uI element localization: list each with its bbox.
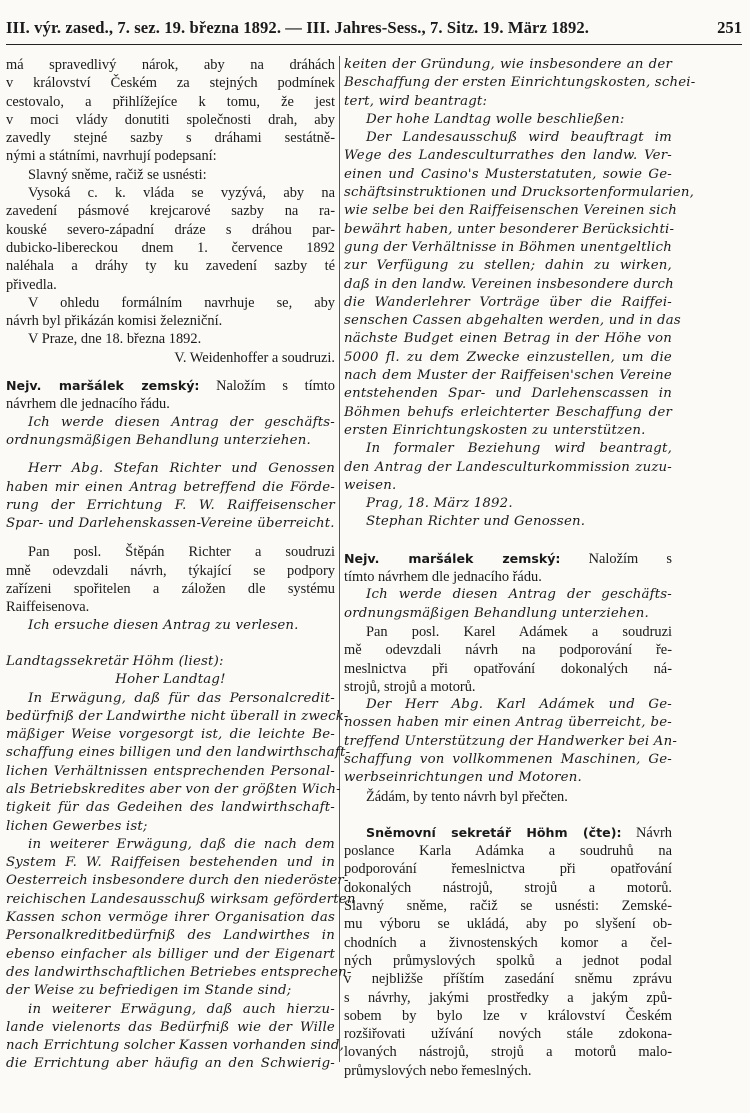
- text-line: Spar- und Darlehenskassen-Vereine überreicht.: [6, 516, 335, 532]
- text-line: werbseinrichtungen und Motoren.: [344, 770, 582, 786]
- text-line: ordnungsmäßigen Behandlung unterziehen.: [6, 432, 311, 448]
- text-line: strojů, strojů a motorů.: [344, 678, 476, 695]
- salutation: Hoher Landtag!: [115, 672, 226, 688]
- text-line: Stephan Richter und Genossen.: [366, 514, 586, 530]
- text-line: Slavný sněme, račiž se usnésti:: [28, 166, 207, 183]
- german-paragraph: [344, 696, 678, 787]
- text-line: weisen.: [344, 477, 397, 493]
- text-line: ných průmyslových spolků a jednot podal: [344, 952, 672, 969]
- text-line: V Praze, dne 18. března 1892.: [28, 331, 202, 348]
- text-line: treffend Unterstützung der Handwerker bei An-: [344, 733, 678, 749]
- speaker-name: Landtagssekretär Höhm (liest):: [6, 653, 224, 669]
- text-line: Beschaffung der ersten Einrichtungskosten, schei-: [344, 75, 696, 91]
- german-paragraph: [344, 586, 672, 623]
- text-line: den Antrag der Landesculturkommission zuzu-: [344, 459, 672, 475]
- text-line: mu výboru se ukládá, aby po slyšení ob-: [344, 916, 672, 933]
- text-line: daß in den landw. Vereinen insbesondere durch: [344, 276, 674, 292]
- text-line: In Erwägung, daß für das Personalcredit-: [28, 690, 335, 706]
- text-line: dubicko-libereckou dnem 1. července 1892: [6, 239, 335, 256]
- german-paragraph: [6, 414, 335, 451]
- text-line: einen und Casino's Musterstatuten, sowie Ge-: [344, 166, 672, 182]
- czech-petition-text: [6, 56, 335, 367]
- text-line: lande vielenorts das Bedürfniß wie der Wille: [6, 1019, 335, 1035]
- german-paragraph: [6, 836, 356, 1001]
- text-line: als Betriebskredites aber von der größten Wich-: [6, 781, 341, 797]
- page-header: [6, 18, 742, 45]
- speaker-text: tímto návrhem dle jednacího řádu.: [344, 569, 542, 586]
- czech-paragraph: [344, 842, 672, 1080]
- text-line: v království Českém za stejných podmínek: [6, 75, 335, 92]
- text-line: chodních a živnostenských komor a čel-: [344, 934, 672, 951]
- text-line: v moci vlády donutiti společnosti drah, aby: [6, 111, 335, 128]
- speaker-text: Návrh: [636, 824, 672, 841]
- text-line: zavedení pásmové krejcarové sazby na ra-: [6, 203, 335, 220]
- text-line: Ich ersuche diesen Antrag zu verlesen.: [28, 617, 299, 633]
- text-line: nächste Budget einen Betrag in der Höhe von: [344, 331, 672, 347]
- text-line: bedürfniß der Landwirthe nicht überall in zweck-: [6, 708, 349, 724]
- secretary-reading: [6, 653, 335, 690]
- text-line: přivedla.: [6, 276, 57, 293]
- text-line: Pan posl. Štěpán Richter a soudruzi: [28, 544, 335, 561]
- text-line: meslnictva při opatřování dokonalých ná-: [344, 660, 672, 677]
- page-number: 251: [717, 18, 742, 37]
- text-line: podporování řemeslnictva při opatřování: [344, 861, 672, 878]
- text-line: Pan posl. Karel Adámek a soudruzi: [366, 623, 672, 640]
- text-line: Slavný sněme, račiž se usnésti: Zemské-: [344, 898, 672, 915]
- paragraph: [6, 56, 335, 166]
- speaker-paragraph: [6, 377, 335, 414]
- text-line: Böhmen behufs erleichterter Beschaffung der: [344, 404, 672, 420]
- text-line: lichen Verhältnissen entsprechenden Personal-: [6, 763, 335, 779]
- czech-paragraph: [344, 788, 672, 806]
- german-paragraph: [344, 129, 695, 440]
- text-line: Vysoká c. k. vláda se vyzývá, aby na: [28, 185, 335, 202]
- text-line: der Weise zu befriedigen im Stande sind;: [6, 983, 292, 999]
- text-line: in weiterer Erwägung, daß auch hierzu-: [28, 1001, 335, 1017]
- speaker-name: Nejv. maršálek zemský:: [6, 378, 200, 394]
- speaker-text: návrhem dle jednacího řádu.: [6, 396, 170, 413]
- text-line: poslance Karla Adámka a soudruhů na: [344, 843, 672, 860]
- text-line: Wege des Landesculturrathes den landw. Ver-: [344, 148, 672, 164]
- text-line: bewährt haben, unter besonderer Berücksichti-: [344, 221, 675, 237]
- text-line: rung der Errichtung F. W. Raiffeisenscher: [6, 497, 335, 513]
- text-line: Der hohe Landtag wolle beschließen:: [366, 111, 625, 127]
- text-line: s návrhy, jakými prostředky a jakým způ-: [344, 989, 672, 1006]
- text-line: ebenso einfacher als billiger und der Eigenart: [6, 946, 335, 962]
- text-line: V. Weidenhoffer a soudruzi.: [174, 349, 335, 366]
- text-line: keiten der Gründung, wie insbesondere an der: [344, 57, 672, 72]
- text-line: cestovalo, a přihlížejíce k tomu, že jest: [6, 93, 335, 110]
- german-paragraph: [344, 111, 672, 129]
- text-line: Der Landesausschuß wird beauftragt im: [366, 130, 672, 146]
- text-line: průmyslových nebo řemeslných.: [344, 1062, 532, 1079]
- text-line: In formaler Beziehung wird beantragt,: [366, 441, 672, 457]
- text-line: zur Verfügung zu stellen; dahin zu wirken,: [344, 258, 672, 274]
- secretary-reading: [344, 824, 672, 1080]
- text-line: zavedly stejné sazby s dráhami sestátně-: [6, 130, 335, 147]
- text-line: mě odevzdali návrh na podporování ře-: [344, 642, 672, 659]
- german-paragraph: [6, 460, 335, 533]
- text-line: mně odevzdali návrh, týkající se podpory: [6, 562, 335, 579]
- speaker-text: Naložím s tímto: [216, 378, 335, 395]
- text-line: die Errichtung aber häufig an den Schwierig-: [6, 1056, 335, 1072]
- text-line: lichen Gewerbes ist;: [6, 818, 148, 834]
- text-line: wie selbe bei den Raiffeisenschen Vereinen sich: [344, 203, 677, 219]
- text-line: nými a státními, navrhují podepsaní:: [6, 148, 217, 165]
- text-line: schaffung eines billigen und den landwirthschaft-: [6, 745, 351, 761]
- text-line: haben mir einen Antrag betreffend die Förde-: [6, 479, 335, 495]
- text-line: dokonalých nástrojů, strojů a motorů.: [344, 879, 672, 896]
- text-line: Personalkreditbedürfniß des Landwirthes in: [6, 928, 335, 944]
- german-paragraph: [6, 1001, 345, 1074]
- text-line: Der Herr Abg. Karl Adámek und Ge-: [366, 697, 672, 713]
- text-line: in weiterer Erwägung, daß die nach dem: [28, 836, 335, 852]
- text-line: Oesterreich insbesondere durch den niederöster-: [6, 873, 349, 889]
- text-line: zařízeni spořitelen a záložen dle systému: [6, 581, 335, 598]
- text-line: reichischen Landesausschuß wirksam geförderten: [6, 891, 356, 907]
- german-paragraph: [344, 440, 672, 495]
- speaker-paragraph: [344, 550, 672, 587]
- signature: [6, 349, 335, 367]
- text-line: System F. W. Raiffeisen bestehenden und in: [6, 855, 335, 871]
- text-line: entstehenden Spar- und Darlehenscassen in: [344, 386, 672, 402]
- paragraph: [6, 184, 335, 294]
- text-line: ersten Einrichtungskosten zu unterstützen.: [344, 422, 646, 438]
- text-line: naléhala a dráhy ty ku zavedení sazby té: [6, 258, 335, 275]
- text-line: tigkeit für das Gedeihen des landwirthschaft-: [6, 800, 335, 816]
- text-line: V ohledu formálním navrhuje se, aby: [28, 294, 335, 311]
- text-line: mäßiger Weise vorgesorgt ist, die leichte Be-: [6, 727, 335, 743]
- text-line: schaffung von vollkommenen Maschinen, Ge-: [344, 751, 672, 767]
- text-line: Raiffeisenova.: [6, 599, 90, 616]
- right-column: [344, 56, 696, 1096]
- paragraph: [6, 294, 335, 331]
- text-line: Žádám, by tento návrh byl přečten.: [366, 788, 568, 805]
- text-line: Prag, 18. März 1892.: [366, 496, 513, 512]
- text-line: tert, wird beantragt:: [344, 93, 488, 109]
- text-line: Ich werde diesen Antrag der geschäfts-: [366, 587, 672, 603]
- running-head: III. výr. zased., 7. sez. 19. března 1892. — III. Jahres-Sess., 7. Sitz. 19. März 1892.: [6, 18, 589, 37]
- text-line: návrh byl přikázán komisi železniční.: [6, 313, 223, 330]
- speaker-name: Sněmovní sekretář Höhm (čte):: [366, 824, 622, 840]
- place-date: [344, 495, 672, 513]
- czech-paragraph: [6, 543, 335, 616]
- paragraph: [6, 166, 335, 184]
- speaker-name: Nejv. maršálek zemský:: [344, 550, 561, 566]
- text-line: rozšiřovati užívání nových stále zdokona-: [344, 1026, 672, 1043]
- text-line: Ich werde diesen Antrag der geschäfts-: [28, 414, 335, 430]
- text-line: nach Errichtung solcher Kassen vorhanden sind,: [6, 1038, 345, 1054]
- text-line: nossen haben mir einen Antrag überreicht, be-: [344, 715, 672, 731]
- text-line: des landwirthschaftlichen Betriebes entsprechen-: [6, 964, 352, 980]
- text-line: ordnungsmäßigen Behandlung unterziehen.: [344, 605, 649, 621]
- text-line: nach dem Muster der Raiffeisen'schen Vereine: [344, 368, 672, 384]
- text-line: schäftsinstruktionen und Drucksortenformularien,: [344, 185, 695, 201]
- text-line: senschen Cassen abgehalten werden, und in das: [344, 313, 681, 329]
- text-line: gung der Verhältnisse in Böhmen unentgeltlich: [344, 239, 672, 255]
- text-line: kouské severo-západní dráze s dráhou par-: [6, 221, 335, 238]
- place-date: [6, 330, 335, 348]
- text-line: sobem by bylo lze v království Českém: [344, 1007, 672, 1024]
- text-line: má spravedlivý nárok, aby na dráhách: [6, 57, 335, 73]
- text-line: v nejbližše příštím zasedání sněmu zprávu: [344, 971, 672, 988]
- left-column: [6, 56, 356, 1096]
- signature: [344, 513, 672, 531]
- german-paragraph: [344, 56, 696, 111]
- text-line: die Wanderlehrer Vorträge über die Raiffei-: [344, 294, 672, 310]
- text-line: 5000 fl. zu dem Zwecke einzustellen, um die: [344, 349, 672, 365]
- speaker-text: Naložím s: [588, 550, 672, 567]
- german-paragraph: [6, 690, 351, 836]
- text-line: Herr Abg. Stefan Richter und Genossen: [28, 461, 335, 477]
- czech-paragraph: [344, 623, 672, 696]
- text-line: lovaných nástrojů, strojů a motorů malo-: [344, 1044, 672, 1061]
- column-divider: [339, 56, 340, 1062]
- text-line: Kassen schon vermöge ihrer Organisation das: [6, 910, 335, 926]
- german-paragraph: [6, 617, 335, 635]
